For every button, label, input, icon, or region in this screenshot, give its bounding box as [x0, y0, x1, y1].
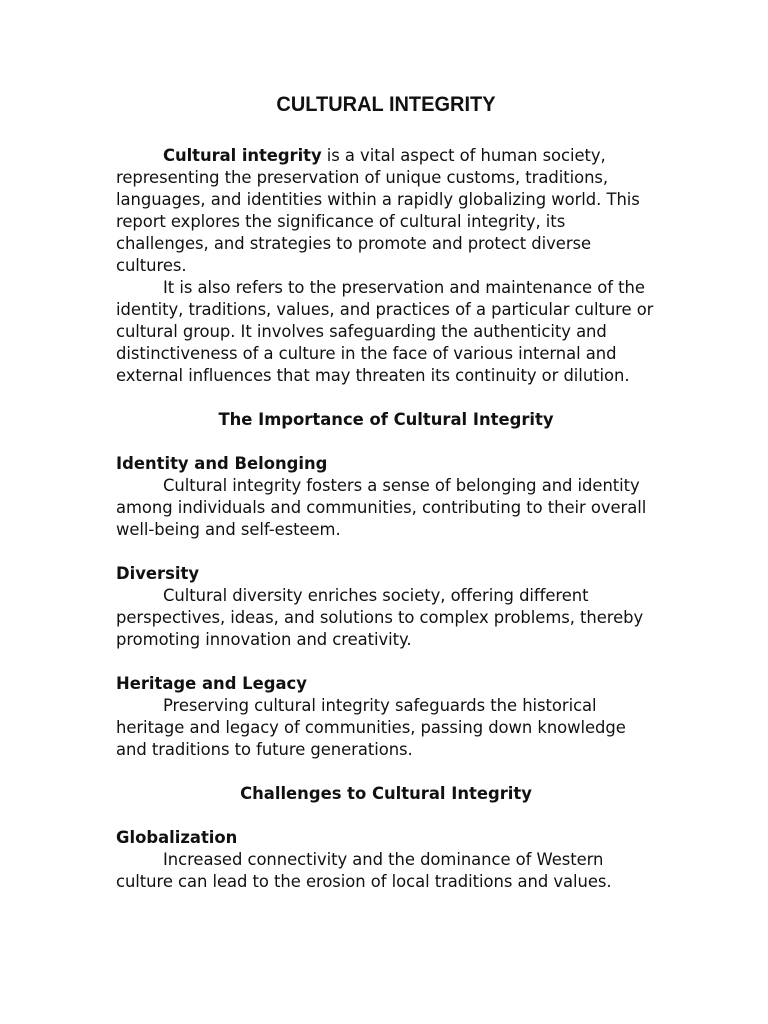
section-importance — [116, 409, 656, 761]
subsection-diversity — [116, 563, 656, 651]
section-challenges — [116, 783, 656, 893]
subsection-identity — [116, 453, 656, 541]
intro-lead-text: is a vital aspect of human society, representing the preservation of unique customs, traditions, languages, and identities within a rapidly globalizing world. This report explores the significance of cultural integrity, its challenges, and strategies to promote and protect diverse cultures. — [116, 146, 640, 275]
section-heading: Challenges to Cultural Integrity — [240, 784, 532, 803]
subsection-title: Globalization — [116, 828, 238, 847]
intro-second-paragraph: It is also refers to the preservation and maintenance of the identity, traditions, values, and practices of a particular culture or cultural group. It involves safeguarding the authenticity and distinctiveness of a culture in the face of various internal and external influences that may threaten its continuity or dilution. — [116, 278, 654, 385]
document-title: CULTURAL INTEGRITY — [276, 92, 496, 116]
subsection-body: Preserving cultural integrity safeguards the historical heritage and legacy of communities, passing down knowledge and traditions to future generations. — [116, 696, 626, 759]
subsection-body: Increased connectivity and the dominance of Western culture can lead to the erosion of local traditions and values. — [116, 850, 612, 891]
section-heading: The Importance of Cultural Integrity — [218, 410, 554, 429]
intro-paragraph — [116, 145, 656, 277]
subsection-body: Cultural diversity enriches society, offering different perspectives, ideas, and solutions to complex problems, thereby promoting innovation and creativity. — [116, 586, 644, 649]
subsection-globalization — [116, 827, 656, 893]
subsection-body: Cultural integrity fosters a sense of belonging and identity among individuals and communities, contributing to their overall well-being and self-esteem. — [116, 476, 647, 539]
subsection-title: Identity and Belonging — [116, 454, 328, 473]
subsection-title: Heritage and Legacy — [116, 674, 307, 693]
document-page — [116, 88, 656, 893]
subsection-heritage — [116, 673, 656, 761]
subsection-title: Diversity — [116, 564, 200, 583]
intro-lead-term: Cultural integrity — [163, 146, 322, 165]
